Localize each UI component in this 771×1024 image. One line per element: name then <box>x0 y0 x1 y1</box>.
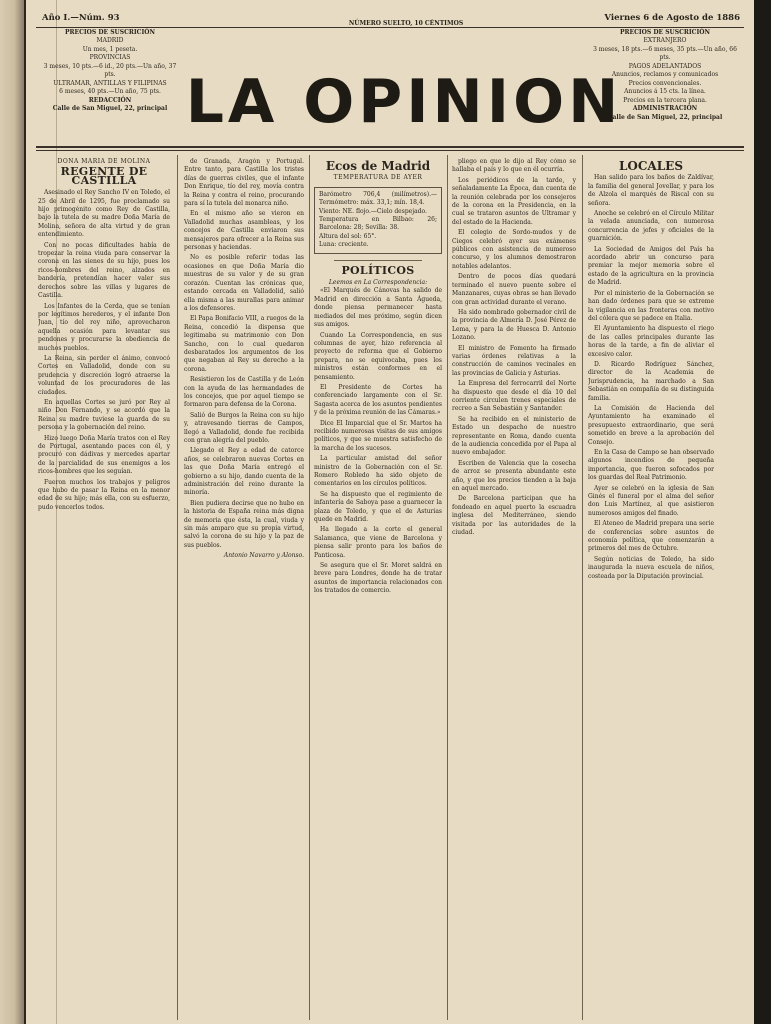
article-paragraph: Llegado el Rey a edad de catorce años, se celebraron nuevas Cortes en las que Doña María entregó el gobierno a su hijo, dando cuenta de la administración del reino durante la minoría. <box>184 447 304 497</box>
article-paragraph: Asesinado el Rey Sancho IV en Toledo, el 25 de Abril de 1295, fue proclamado su hijo primogénito como Rey de Castilla, bajo la tutela de su madre Doña María de Molina, señora de alta virtud y de gran entendimiento. <box>38 189 170 239</box>
column-divider <box>582 155 583 1020</box>
article-paragraph: La Sociedad de Amigos del País ha acordado abrir un concurso para premiar la mejor memoria sobre el estado de la agricultura en la provincia de Madrid. <box>588 245 714 287</box>
subscription-line: 6 meses, 40 pts.—Un año, 75 pts. <box>59 88 161 95</box>
article-paragraph: Bien pudiera decirse que no hubo en la historia de España reina más digna de memoria que ésta, la cual, viuda y sin más amparo que su propia virtud, salvó la corona de su hijo y la paz de sus pueblos. <box>184 499 304 549</box>
article-paragraph: «El Marqués de Cánovas ha salido de Madrid en dirección a Santa Águeda, donde piensa permanecer hasta mediados del mes próximo, según dicen sus amigos. <box>314 287 442 329</box>
article-paragraph: Ayer se celebró en la iglesia de San Ginés el funeral por el alma del señor don Luis Martínez, al que asistieron numerosos amigos del finado. <box>588 484 714 517</box>
article-paragraph: Los Infantes de la Cerda, que se tenían por legítimos herederos, y el infante Don Juan, tío del rey niño, aprovecharon aquella ocasión para levantar sus pendones y procurarse la obediencia de muchos pueblos. <box>38 302 170 352</box>
subscription-line: Un mes, 1 peseta. <box>82 45 138 53</box>
weather-line: Barómetro 706,4 (milímetros).—Termómetro: máx. 33,1; mín. 18,4. <box>319 190 437 207</box>
article-paragraph: El colegio de Sordo-mudos y de Ciegos celebró ayer sus exámenes públicos con asistencia de numeroso concurso, y los alumnos demostraron notables adelantos. <box>452 229 576 270</box>
subscription-heading-right: PRECIOS DE SUSCRICIÓN <box>620 28 710 36</box>
article-paragraph: Se asegura que el Sr. Moret saldrá en breve para Londres, donde ha de tratar asuntos de importancia relacionados con los tratados de comercio. <box>314 562 442 595</box>
article-paragraph: Según noticias de Toledo, ha sido inaugurada la nueva escuela de niños, costeada por la Diputación provincial. <box>588 555 714 580</box>
column-2 <box>184 158 304 1018</box>
column-1 <box>38 158 170 1018</box>
section-title-locales: LOCALES <box>618 159 683 173</box>
article-paragraph: La Reina, sin perder el ánimo, convocó Cortes en Valladolid, donde con su prudencia y discreción logró atraerse la voluntad de los procuradores de las ciudades. <box>38 354 170 396</box>
article-paragraph: El Ayuntamiento ha dispuesto el riego de las calles principales durante las horas de la tarde, a fin de aliviar el excesivo calor. <box>588 325 714 358</box>
article-paragraph: Ha sido nombrado gobernador civil de la provincia de Almería D. José Pérez de Lema, y para la de Huesca D. Antonio Lozano. <box>452 308 576 342</box>
column-divider <box>177 155 178 1020</box>
subscription-line: Precios convencionales. <box>628 79 702 87</box>
article-paragraph: En aquellas Cortes se juró por Rey al niño Don Fernando, y se acordó que la Reina su madre tuviese la guarda de su persona y la gobernación del reino. <box>38 398 170 432</box>
column-3 <box>314 158 442 1018</box>
newspaper-page <box>26 0 754 1024</box>
article-paragraph: En el mismo año se vieron en Valladolid muchas asambleas, y los concejos de Castilla enviaron sus mensajeros para ofrecer a la Reina sus personas y haciendas. <box>184 210 304 252</box>
article-paragraph: De Barcelona participan que ha fondeado en aquel puerto la escuadra inglesa del Mediterráneo, siendo visitada por las autoridades de la ciudad. <box>452 495 576 537</box>
article-paragraph: Por el ministerio de la Gobernación se han dado órdenes para que se extreme la vigilancia en las fronteras con motivo del cólera que se padece en Italia. <box>588 289 714 322</box>
issue-number: Año I.—Núm. 93 <box>42 13 120 23</box>
section-separator <box>334 260 422 261</box>
article-paragraph: Se ha recibido en el ministerio de Estado un despacho de nuestro representante en Roma, dando cuenta de la audiencia concedida por el Papa al nuevo embajador. <box>452 415 576 457</box>
subscription-line: PROVINCIAS <box>89 54 131 61</box>
article-paragraph: Con no pocas dificultades había de tropezar la reina viuda para conservar la corona en las sienes de su hijo, pues los ricos-hombres del reino, alzados en bandería, pretendían hacer valer sus derechos sobre las villas y lugares de Castilla. <box>38 241 170 300</box>
article-paragraph: La particular amistad del señor ministro de la Gobernación con el Sr. Romero Robledo ha sido objeto de comentarios en los círculos políticos. <box>314 455 442 488</box>
article-paragraph: Escriben de Valencia que la cosecha de arroz se presenta abundante este año, y que los precios tienden a la baja en aquel mercado. <box>452 459 576 493</box>
newspaper-title: LA OPINION <box>185 67 623 137</box>
article-paragraph: de Granada, Aragón y Portugal. Entre tanto, para Castilla los tristes días de guerras civiles, que el infante Don Enrique, tío del rey, movía contra la Reina y contra el reino, procurando para sí la tutela del monarca niño. <box>184 158 304 208</box>
article-paragraph: Hizo luego Doña María tratos con el Rey de Portugal, asentando paces con él, y procuró con dádivas y mercedes apartar de la parcialidad de sus enemigos a los ricos-hombres que les seguían. <box>38 434 170 476</box>
issue-date: Viernes 6 de Agosto de 1886 <box>604 13 740 23</box>
article-paragraph: La Comisión de Hacienda del Ayuntamiento ha examinado el presupuesto extraordinario, que será sometido en breve a la aprobación del Consejo. <box>588 404 714 446</box>
article-paragraph: El Presidente de Cortes ha conferenciado largamente con el Sr. Sagasta acerca de los asuntos pendientes y de la próxima reunión de las Cámaras.» <box>314 383 442 417</box>
article-paragraph: Resistieron los de Castilla y de León con la ayuda de las hermandades de los concejos, que por aquel tiempo se formaron para defensa de la Corona. <box>184 376 304 409</box>
article-paragraph: D. Ricardo Rodríguez Sánchez, director de la Academia de Jurisprudencia, ha marchado a San Sebastián en compañía de su distinguida familia. <box>588 360 714 402</box>
header-bottom-rule-thin <box>36 150 744 151</box>
column-4 <box>452 158 576 1018</box>
article-paragraph: pliego en que le dijo al Rey cómo se hallaba el país y lo que en él ocurría. <box>452 158 576 174</box>
article-paragraph: Fueron muchos los trabajos y peligros que hubo de pasar la Reina en la menor edad de su hijo; más ella, con su esfuerzo, pudo vencerlos todos. <box>38 478 170 511</box>
article-kicker: DOÑA MARÍA DE MOLINA <box>57 158 151 165</box>
section-title-politicos: POLÍTICOS <box>341 263 415 277</box>
section-title-ecos: Ecos de Madrid <box>325 159 431 173</box>
article-paragraph: Los periódicos de la tarde, y señaladamente La Época, dan cuenta de la reunión celebrada por los consejeros de la corona en la Presidencia, en la cual se trataron asuntos de Ultramar y del estado de la Hacienda. <box>452 176 576 226</box>
column-divider <box>447 155 448 1020</box>
article-signature: Antonio Navarro y Alonso. <box>223 552 304 560</box>
scan-background-edge <box>754 0 771 1024</box>
weather-line: Temperatura en Bilbao: 26; Barcelona: 28; Sevilla: 38. <box>319 216 437 232</box>
office-address-right: Calle de San Miguel, 22, principal <box>607 113 723 121</box>
article-paragraph: Se ha dispuesto que el regimiento de infantería de Saboya pase a guarnecer la plaza de Toledo, y que el de Asturias quede en Madrid. <box>314 490 442 524</box>
section-subtitle-politicos: Leemos en La Correspondencia: <box>328 279 428 287</box>
weather-line: Luna: creciente. <box>319 241 369 249</box>
subscription-line: Anuncios á 15 cts. la línea. <box>624 88 706 95</box>
subscription-line: PAGOS ADELANTADOS <box>628 62 702 70</box>
adjacent-page-edge <box>0 0 24 1024</box>
article-paragraph: El Papa Bonifacio VIII, a ruegos de la Reina, concedió la dispensa que legitimaba su matrimonio con Don Sancho, con lo cual quedaron desbaratados los argumentos de los que negaban al Rey su derecho a la corona. <box>184 315 304 373</box>
subscription-line: EXTRANJERO <box>643 37 687 44</box>
office-address-left: Calle de San Miguel, 22, principal <box>52 105 168 112</box>
article-paragraph: Dice El Imparcial que el Sr. Martos ha recibido numerosas visitas de sus amigos políticos, y que se muestra satisfecho de la marcha de los sucesos. <box>314 419 442 452</box>
article-paragraph: La Empresa del ferrocarril del Norte ha dispuesto que desde el día 10 del corriente circulen trenes especiales de recreo a San Sebastián y Santander. <box>452 380 576 413</box>
article-paragraph: Ha llegado a la corte el general Salamanca, que viene de Barcelona y piensa salir pronto para los baños de Panticosa. <box>314 526 442 559</box>
article-paragraph: No es posible referir todas las ocasiones en que Doña María dio muestras de su valor y de su gran corazón. Cuentan las crónicas que, estando cercada en Valladolid, salió ella misma a las murallas para animar a los defensores. <box>184 254 304 312</box>
article-paragraph: El Ateneo de Madrid prepara una serie de conferencias sobre asuntos de economía política, que comenzarán a primeros del mes de Octubre. <box>588 520 714 553</box>
subscription-block-left <box>42 14 178 114</box>
subscription-line: MADRID <box>96 37 124 44</box>
article-paragraph: Anoche se celebró en el Círculo Militar la velada anunciada, con numerosa concurrencia de jefes y oficiales de la guarnición. <box>588 210 714 243</box>
article-paragraph: Cuando La Correspondencia, en sus columnas de ayer, hizo referencia al proyecto de reforma que el Gobierno prepara, no se equivocaba, pues los ministros están conformes en el pensamiento. <box>314 331 442 381</box>
weather-line: Altura del sol: 65°. <box>319 232 377 240</box>
column-divider <box>309 155 310 1020</box>
article-paragraph: Salió de Burgos la Reina con su hijo y, atravesando tierras de Campos, llegó a Valladolid, donde fue recibida con gran alegría del pueblo. <box>184 411 304 444</box>
subscription-line: ULTRAMAR, ANTILLAS Y FILIPINAS <box>53 79 167 87</box>
weather-line: Viento: NE. flojo.—Cielo despejado. <box>319 207 427 215</box>
subscription-heading-left: PRECIOS DE SUSCRICIÓN <box>65 28 155 36</box>
article-paragraph: En la Casa de Campo se han observado algunos incendios de pequeña importancia, que fueron sofocados por los guardas del Real Patrimonio. <box>588 449 714 482</box>
article-paragraph: El ministro de Fomento ha firmado varias órdenes relativas a la construcción de caminos vecinales en las provincias de Galicia y Asturias. <box>452 344 576 377</box>
article-title: REGENTE DE CASTILLA <box>60 165 148 187</box>
weather-box <box>314 187 442 254</box>
header-bottom-rule <box>36 146 744 148</box>
office-label-right: ADMINISTRACIÓN <box>632 105 698 112</box>
subscription-line: 3 meses, 18 pts.—6 meses, 35 pts.—Un año, 66 pts. <box>593 45 737 61</box>
subscription-line: 3 meses, 10 pts.—6 id., 20 pts.—Un año, 37 pts. <box>43 62 177 78</box>
office-label-left: REDACCIÓN <box>88 96 132 104</box>
subscription-line: Anuncios, reclamos y comunicados <box>611 71 719 78</box>
subscription-line: Precios en la tercera plana. <box>623 96 707 104</box>
column-5 <box>588 158 714 1018</box>
section-subtitle-temperature: TEMPERATURA DE AYER <box>333 174 423 182</box>
article-paragraph: Han salido para los baños de Zaldívar, la familia del general Jovellar, y para los de Alzola el marqués de Riscal con su señora. <box>588 174 714 207</box>
single-copy-price: NÚMERO SUELTO, 10 CÉNTIMOS <box>348 20 464 27</box>
article-paragraph: Dentro de pocos días quedará terminado el nuevo puente sobre el Manzanares, cuyas obras se han llevado con gran actividad durante el verano. <box>452 273 576 306</box>
masthead-header <box>26 0 754 150</box>
